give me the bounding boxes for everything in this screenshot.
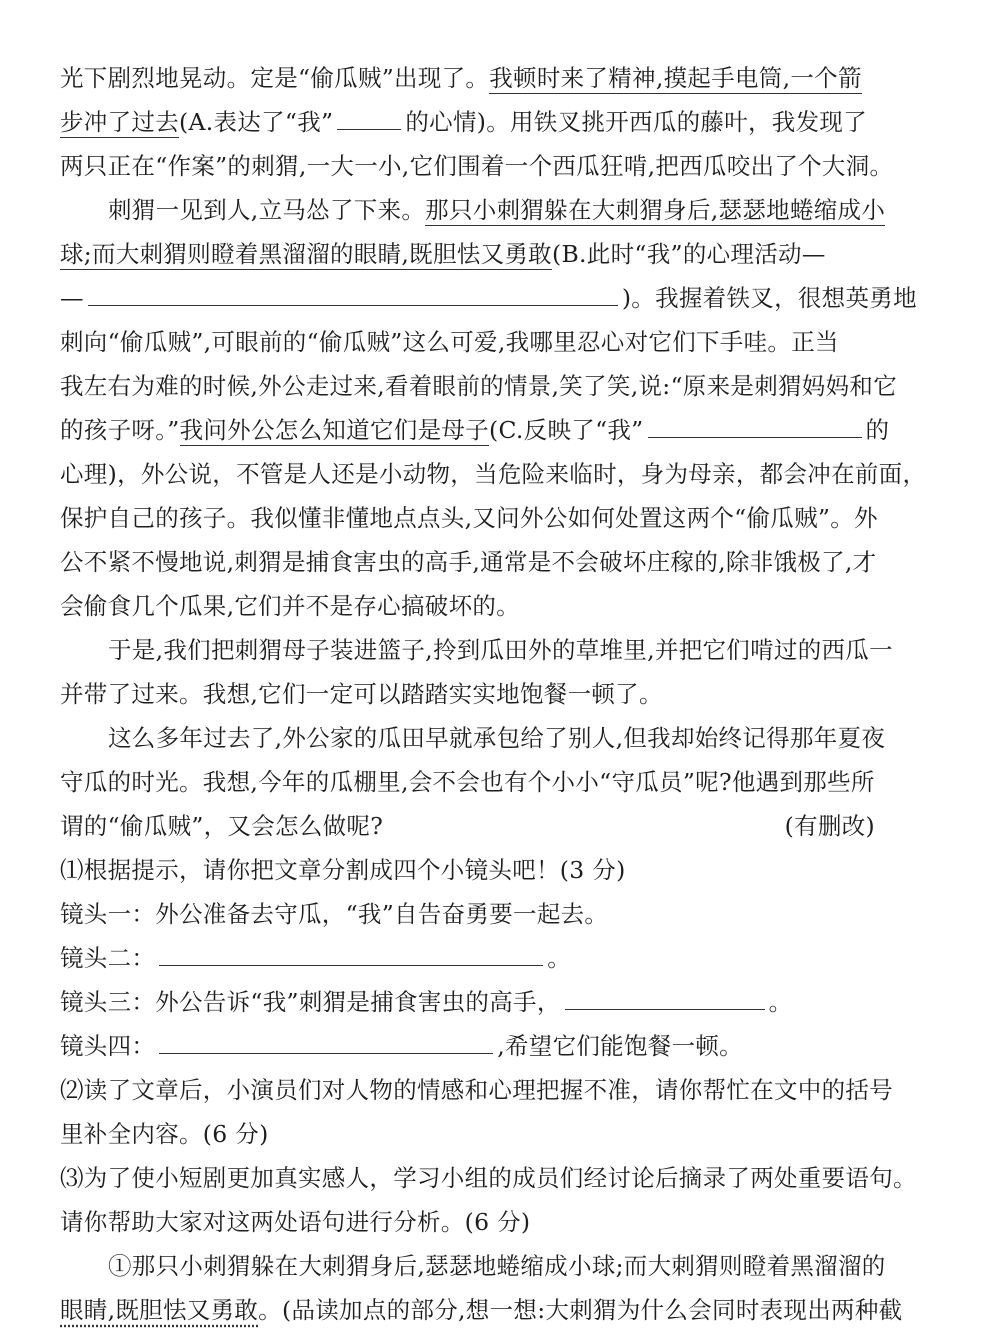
- underlined-sentence: 我顿时来了精神,摸起手电筒,一个箭: [489, 64, 862, 92]
- shot-1: 镜头一：外公准备去守瓜，“我”自告奋勇要一起去。: [60, 900, 609, 928]
- p4-line-1: 这么多年过去了,外公家的瓜田早就承包给了别人,但我却始终记得那年夏夜: [108, 724, 886, 752]
- answer-blank-c[interactable]: [648, 411, 862, 438]
- p2-line-6: [60, 408, 935, 452]
- text: (C.反映了“我”: [488, 416, 644, 444]
- answer-blank-b[interactable]: [88, 279, 618, 306]
- p1-line-1: [60, 56, 935, 100]
- shot-2: [60, 936, 935, 980]
- text: —: [60, 284, 84, 312]
- p2-line-9: 公不紧不慢地说,刺猬是捕食害虫的高手,通常是不会破坏庄稼的,除非饿极了,才: [60, 548, 877, 576]
- text: 。: [768, 988, 793, 1016]
- p2-line-4: 刺向“偷瓜贼”,可眼前的“偷瓜贼”这么可爱,我哪里忍心对它们下手哇。正当: [60, 328, 839, 356]
- answer-blank-shot-4[interactable]: [159, 1027, 493, 1054]
- text: 光下剧烈地晃动。定是“偷瓜贼”出现了。: [60, 64, 490, 92]
- shot-3: [60, 980, 935, 1024]
- p2-line-8: 保护自己的孩子。我似懂非懂地点点头,又问外公如何处置这两个“偷瓜贼”。外: [60, 504, 878, 532]
- sentence-1-line-1: ①那只小刺猬躲在大刺猬身后,瑟瑟地蜷缩成小球;而大刺猬则瞪着黑溜溜的: [108, 1252, 886, 1280]
- text: 。(品读加点的部分,想一想:大刺猬为什么会同时表现出两种截: [258, 1296, 903, 1324]
- text: 的孩子呀。”: [60, 416, 180, 444]
- shot-label: 镜头四：: [60, 1032, 156, 1060]
- answer-blank-shot-3[interactable]: [565, 983, 765, 1010]
- p1-line-2: [60, 100, 935, 144]
- p2-line-5: 我左右为难的时候,外公走过来,看着眼前的情景,笑了笑,说:“原来是刺猬妈妈和它: [60, 372, 898, 400]
- underlined-sentence: 我问外公怎么知道它们是母子: [179, 416, 489, 444]
- text: 的心情)。用铁叉挑开西瓜的藤叶，我发现了: [405, 108, 868, 136]
- sentence-1-line-2: [60, 1288, 935, 1332]
- text: )。我握着铁叉，很想英勇地: [621, 284, 917, 312]
- underlined-sentence: 那只小刺猬躲在大刺猬身后,瑟瑟地蜷缩成小: [425, 196, 886, 224]
- answer-blank-a[interactable]: [337, 103, 401, 130]
- answer-blank-shot-2[interactable]: [159, 939, 543, 966]
- p2-line-10: 会偷食几个瓜果,它们并不是存心搞破坏的。: [60, 592, 520, 620]
- p3-line-2: 并带了过来。我想,它们一定可以踏踏实实地饱餐一顿了。: [60, 680, 663, 708]
- text: 刺猬一见到人,立马怂了下来。: [108, 196, 426, 224]
- question-2-line-2: 里补全内容。(6 分): [60, 1120, 269, 1148]
- underlined-sentence: 球;而大刺猬则瞪着黑溜溜的眼睛,既胆怯又勇敢: [60, 240, 552, 268]
- shot-label: 镜头三：外公告诉“我”刺猬是捕食害虫的高手，: [60, 988, 561, 1016]
- dotted-emphasis: 眼睛,既胆怯又勇敢: [60, 1296, 259, 1324]
- p2-line-7: 心理)，外公说，不管是人还是小动物，当危险来临时，身为母亲，都会冲在前面，: [60, 460, 927, 488]
- text: 的: [865, 416, 890, 444]
- p2-line-1: [60, 188, 935, 232]
- question-3-line-2: 请你帮助大家对这两处语句进行分析。(6 分): [60, 1208, 531, 1236]
- source-note: (有删改): [784, 812, 875, 840]
- shot-label: 镜头二：: [60, 944, 156, 972]
- p2-line-2: [60, 232, 935, 276]
- question-2-line-1: ⑵读了文章后，小演员们对人物的情感和心理把握不准，请你帮忙在文中的括号: [60, 1076, 893, 1104]
- p1-line-3: 两只正在“作案”的刺猬,一大一小,它们围着一个西瓜狂啃,把西瓜咬出了个大洞。: [60, 152, 894, 180]
- text: 。: [547, 944, 572, 972]
- question-1: ⑴根据提示，请你把文章分割成四个小镜头吧！(3 分): [60, 856, 626, 884]
- question-3-line-1: ⑶为了使小短剧更加真实感人，学习小组的成员们经讨论后摘录了两处重要语句。: [60, 1164, 917, 1192]
- text: 谓的“偷瓜贼”，又会怎么做呢?: [60, 812, 384, 840]
- shot-4: [60, 1024, 935, 1068]
- p3-line-1: 于是,我们把刺猬母子装进篮子,拎到瓜田外的草堆里,并把它们啃过的西瓜一: [108, 636, 893, 664]
- text: (B.此时“我”的心理活动—: [552, 240, 826, 268]
- text: ,希望它们能饱餐一顿。: [497, 1032, 743, 1060]
- p4-line-2: 守瓜的时光。我想,今年的瓜棚里,会不会也有个小小“守瓜员”呢?他遇到那些所: [60, 768, 875, 796]
- p2-line-3: [60, 276, 935, 320]
- p4-line-3: [60, 804, 935, 848]
- text: (A.表达了“我”: [179, 108, 334, 136]
- underlined-sentence: 步冲了过去: [60, 108, 179, 136]
